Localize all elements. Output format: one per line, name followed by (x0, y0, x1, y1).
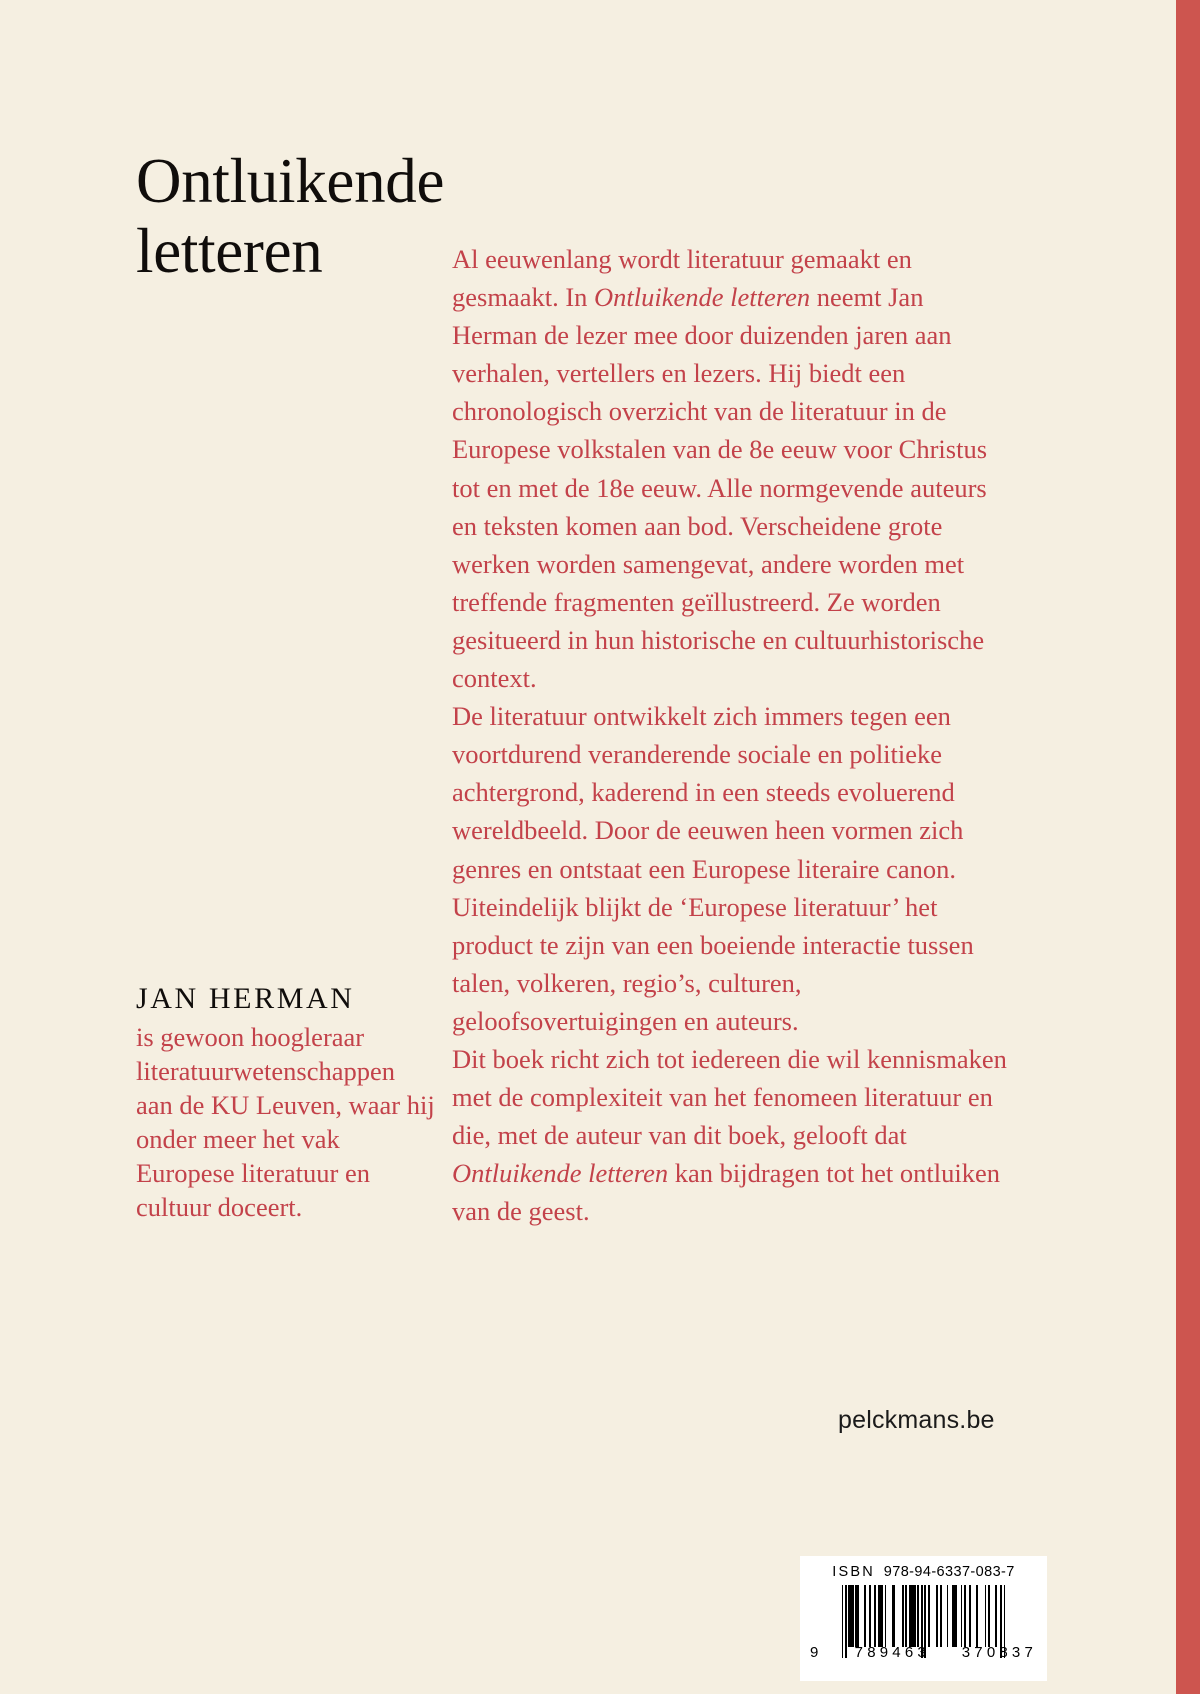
isbn-text-line (808, 1564, 1039, 1580)
author-block (136, 980, 436, 1224)
book-title-line-2: letteren (136, 216, 323, 286)
author-bio: is gewoon hoogleraar literatuurwetenschappen aan de KU Leuven, waar hij onder meer het vak Europese literatuur en cultuur doceert. (136, 1022, 435, 1222)
ean-left-group: 789463 (854, 1644, 930, 1661)
book-title-line-1: Ontluikende (136, 146, 445, 216)
blurb-p3-post: kan bijdragen tot het ontluiken van de geest. (452, 1158, 1001, 1227)
ean-digits-row (808, 1644, 1039, 1661)
blurb-p3-title-italic: Ontluikende letteren (452, 1158, 669, 1189)
blurb-p3-pre: Dit boek richt zich tot iedereen die wil kennismaken met de complexiteit van het fenomeen literatuur en die, met de auteur van dit boek, gelooft dat (452, 1043, 1007, 1151)
blurb-p1-title-italic: Ontluikende letteren (594, 282, 811, 313)
blurb-paragraph-2: De literatuur ontwikkelt zich immers tegen een voortdurend veranderende sociale en politieke achtergrond, kaderend in een steeds evoluerend wereldbeeld. Door de eeuwen heen vormen zich genres en ontstaat een Europese literaire canon. Uiteindelijk blijkt de ‘Europese literatuur’ het product te zijn van een boeiende interactie tussen talen, volkeren, regio’s, culturen, geloofsovertuigingen en auteurs. (452, 701, 974, 1036)
blurb-text (452, 240, 1014, 1230)
ean-right-group: 370837 (961, 1644, 1037, 1661)
blurb-paragraph-1 (452, 240, 1014, 697)
barcode-bars-area (808, 1585, 1039, 1661)
publisher-website[interactable]: pelckmans.be (838, 1406, 995, 1434)
blurb-p1-post: neemt Jan Herman de lezer mee door duizenden jaren aan verhalen, vertellers en lezers. Hij biedt een chronologisch overzicht van de literatuur in de Europese volkstalen van de 8e eeuw voor Christus tot en met de 18e eeuw. Alle normgevende auteurs en teksten komen aan bod. Verscheidene grote werken worden samengevat, andere worden met treffende fragmenten geïllustreerd. Ze worden gesitueerd in hun historische en cultuurhistorische context. (452, 282, 988, 694)
isbn-label: ISBN (832, 1564, 875, 1580)
blurb-paragraph-3 (452, 1040, 1014, 1230)
blurb-p1-pre: Al eeuwenlang wordt literatuur gemaakt en gesmaakt. In (452, 244, 912, 313)
author-name: JAN HERMAN (136, 982, 355, 1015)
right-edge-red-strip (1176, 0, 1200, 1694)
isbn-barcode (800, 1556, 1047, 1681)
ean-lead-digit: 9 (810, 1644, 819, 1661)
isbn-number: 978-94-6337-083-7 (883, 1564, 1015, 1580)
